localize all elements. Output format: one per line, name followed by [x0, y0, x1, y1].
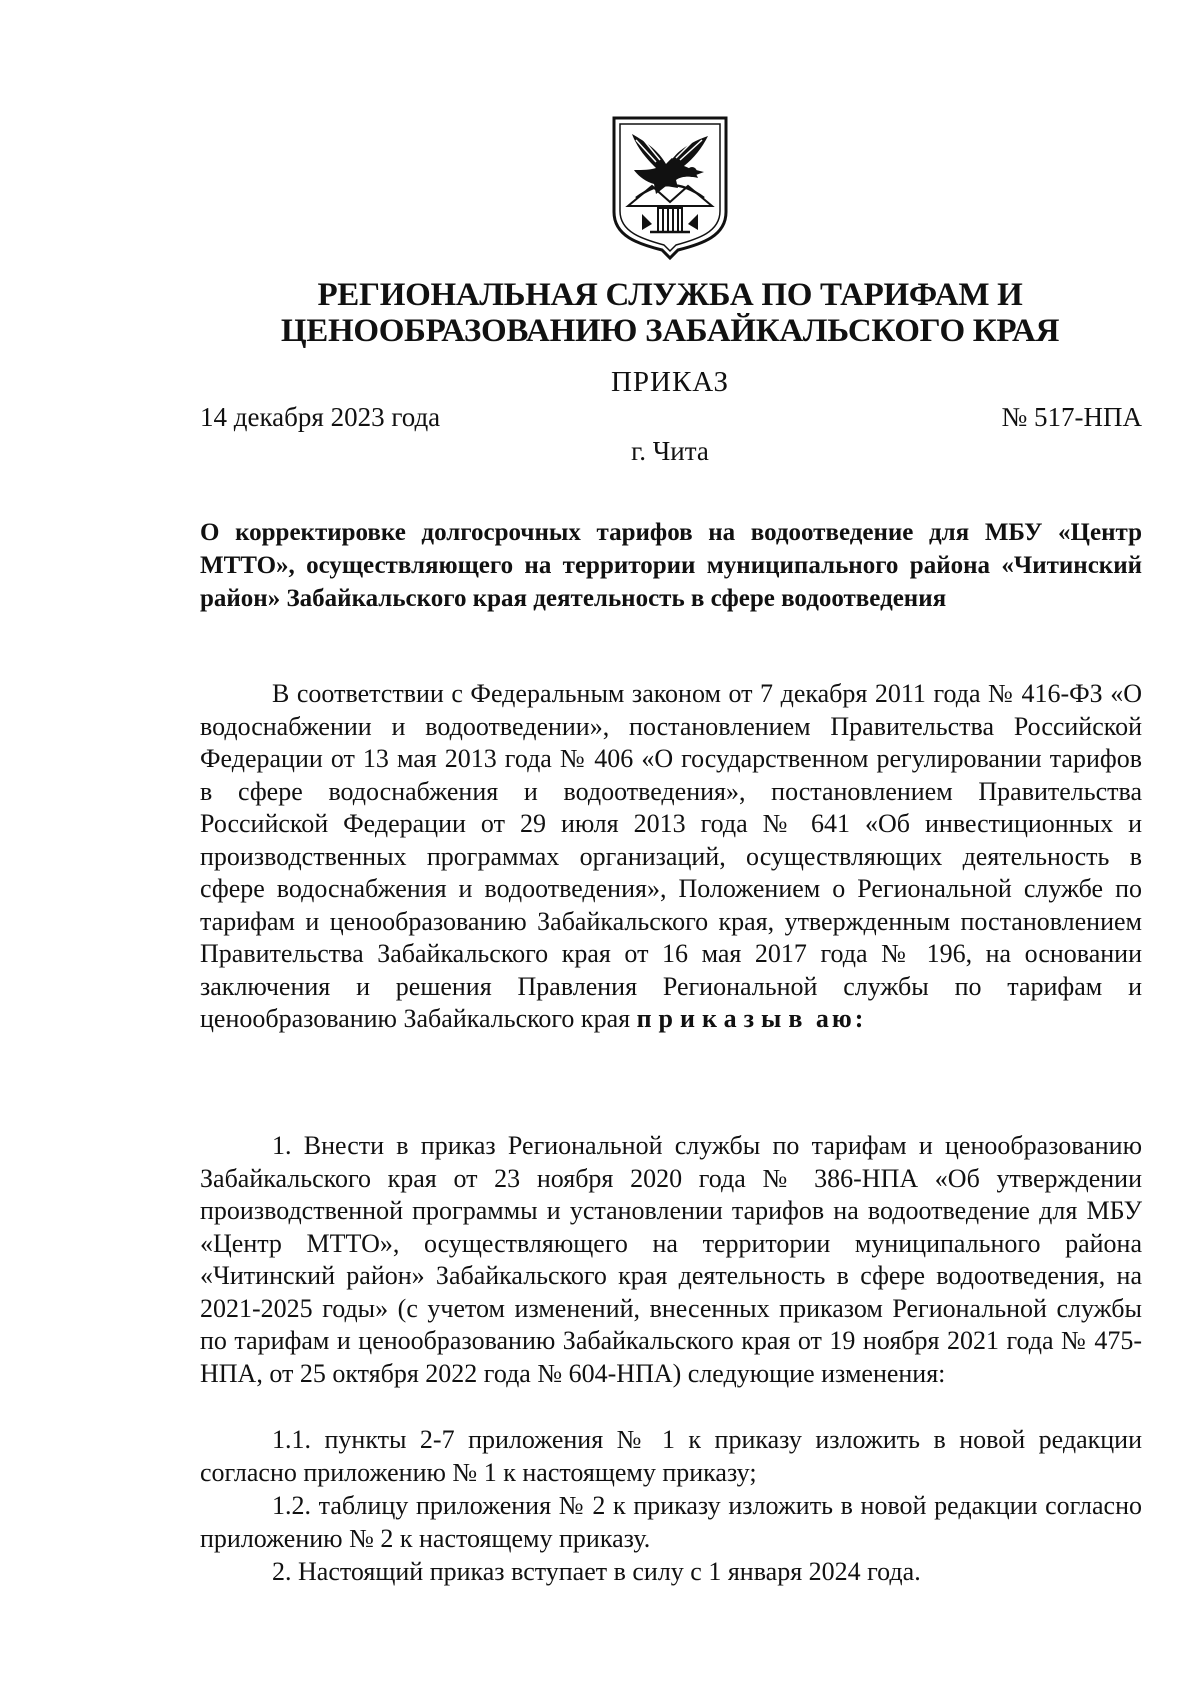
document-place: г. Чита [631, 436, 709, 466]
order-word: приказыв [636, 1004, 810, 1033]
coat-of-arms-icon [606, 114, 734, 262]
item-2: 2. Настоящий приказ вступает в силу с 1 января 2024 года. [272, 1557, 921, 1586]
document-type: ПРИКАЗ [610, 366, 730, 398]
item-1: 1. Внести в приказ Региональной службы по тарифам и ценообразованию Забайкальского края от 23 ноября 2020 года № 386-НПА «Об утверждении производственной программы и установлении тарифов на водоотведение для МБУ «Центр МТТО», осуществляющего на территории муниципального района «Читинский район» Забайкальского края деятельность в сфере водоотведения, на 2021-2025 годы» (с учетом изменений, внесенных приказом Региональной службы по тарифам и ценообразованию Забайкальского края от 19 ноября 2021 года № 475-НПА, от 25 октября 2022 года № 604-НПА) следующие изменения: [200, 1131, 1142, 1388]
organization-title-line-2: ЦЕНООБРАЗОВАНИЮ ЗАБАЙКАЛЬСКОГО КРАЯ [280, 313, 1060, 349]
preamble-text: В соответствии с Федеральным законом от 7 декабря 2011 года № 416-ФЗ «О водоснабжении и водоотведении», постановлением Правительства Российской Федерации от 13 мая 2013 года № 406 «О государственном регулировании тарифов в сфере водоснабжения и водоотведения», постановлением Правительства Российской Федерации от 29 июля 2013 года № 641 «Об инвестиционных и производственных программах организаций, осуществляющих деятельность в сфере водоснабжения и водоотведения», Положением о Региональной службе по тарифам и ценообразованию Забайкальского края, утвержденным постановлением Правительства Забайкальского края от 16 мая 2017 года № 196, на основании заключения и решения Правления Региональной службы по тарифам и ценообразованию Забайкальского края [200, 679, 1142, 1033]
order-word-end: аю: [815, 1004, 867, 1033]
document-date: 14 декабря 2023 года [200, 402, 441, 432]
document-number: № 517-НПА [1001, 402, 1142, 432]
organization-title-line-1: РЕГИОНАЛЬНАЯ СЛУЖБА ПО ТАРИФАМ И [317, 277, 1023, 313]
preamble-paragraph [200, 678, 1142, 1036]
order-subject: О корректировке долгосрочных тарифов на водоотведение для МБУ «Центр МТТО», осуществляющего на территории муниципального района «Читинский район» Забайкальского края деятельность в сфере водоотведения [200, 519, 1142, 612]
item-1-1: 1.1. пункты 2-7 приложения № 1 к приказу изложить в новой редакции согласно приложению № 1 к настоящему приказу; [200, 1425, 1142, 1487]
item-1-2: 1.2. таблицу приложения № 2 к приказу изложить в новой редакции согласно приложению № 2 к настоящему приказу. [200, 1491, 1142, 1553]
